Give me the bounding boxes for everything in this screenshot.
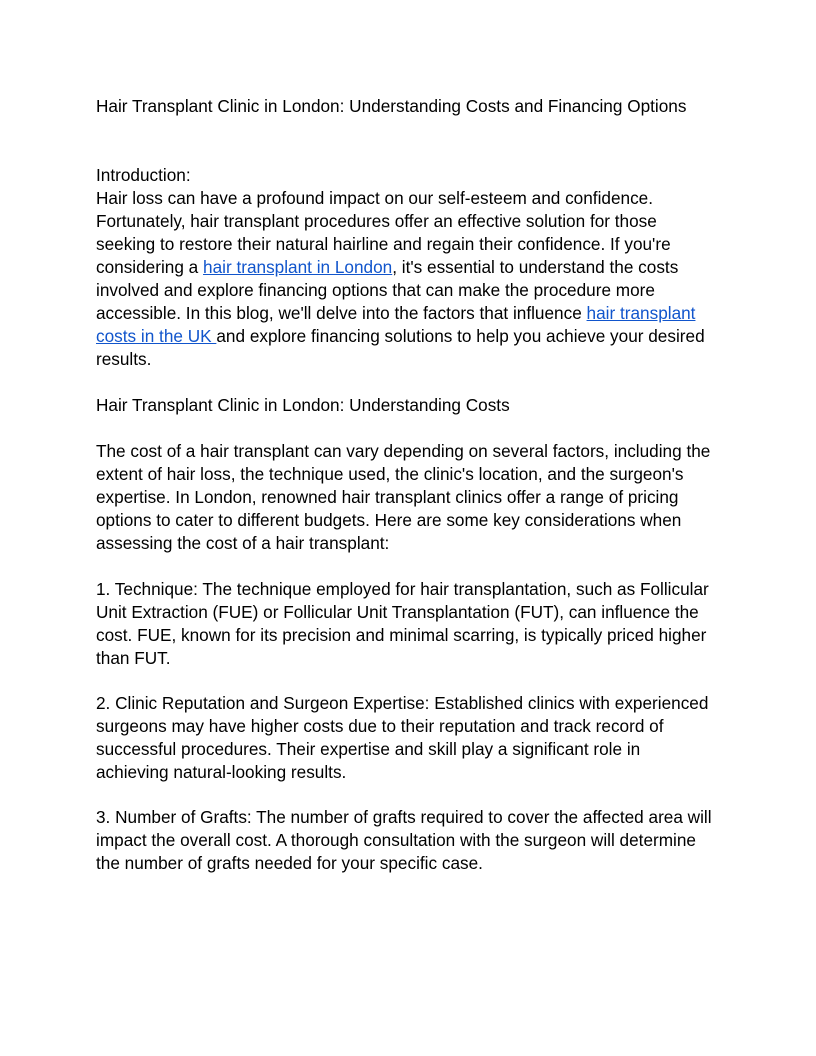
text-segment: considering a [96, 257, 204, 277]
text-lines [96, 187, 705, 371]
text-line [96, 647, 709, 670]
text-segment: impact the overall cost. A thorough consultation with the surgeon will determine [96, 830, 696, 850]
paragraph-cost-factors [96, 440, 710, 555]
text-line [96, 210, 705, 233]
text-line [96, 806, 712, 829]
hyperlink[interactable]: hair transplant [586, 303, 696, 323]
text-line [96, 325, 705, 348]
hyperlink[interactable]: costs in the UK [96, 326, 217, 346]
hyperlink[interactable]: hair transplant in London [203, 257, 393, 277]
text-segment: seeking to restore their natural hairline and regain their confidence. If you're [96, 234, 671, 254]
text-segment: results. [96, 349, 152, 369]
text-segment: extent of hair loss, the technique used, the clinic's location, and the surgeon's [96, 464, 684, 484]
text-segment: achieving natural-looking results. [96, 762, 347, 782]
text-line [96, 738, 708, 761]
text-segment: 2. Clinic Reputation and Surgeon Expertise: Established clinics with experienced [96, 693, 709, 713]
text-segment: expertise. In London, renowned hair transplant clinics offer a range of pricing [96, 487, 679, 507]
text-segment: cost. FUE, known for its precision and minimal scarring, is typically priced higher [96, 625, 707, 645]
text-line [96, 440, 710, 463]
text-line [96, 348, 705, 371]
text-segment: Unit Extraction (FUE) or Follicular Unit Transplantation (FUT), can influence the [96, 602, 699, 622]
text-segment: than FUT. [96, 648, 171, 668]
text-line [96, 578, 709, 601]
text-lines [96, 806, 712, 875]
text-line [96, 829, 712, 852]
text-segment: successful procedures. Their expertise and skill play a significant role in [96, 739, 641, 759]
text-line [96, 601, 709, 624]
text-segment: options to cater to different budgets. Here are some key considerations when [96, 510, 682, 530]
text-segment: the number of grafts needed for your specific case. [96, 853, 483, 873]
text-segment: assessing the cost of a hair transplant: [96, 533, 390, 553]
text-line [96, 852, 712, 875]
text-line [96, 187, 705, 210]
text-line [96, 279, 705, 302]
text-segment: involved and explore financing options that can make the procedure more [96, 280, 655, 300]
document-title: Hair Transplant Clinic in London: Understanding Costs and Financing Options [96, 96, 687, 116]
text-lines [96, 578, 709, 670]
text-line [96, 692, 708, 715]
text-segment: 3. Number of Grafts: The number of grafts required to cover the affected area will [96, 807, 712, 827]
paragraph-technique [96, 578, 709, 670]
text-segment: The cost of a hair transplant can vary depending on several factors, including the [96, 441, 711, 461]
paragraph-clinic-reputation [96, 692, 708, 784]
introduction-section [96, 164, 705, 371]
text-line [96, 256, 705, 279]
text-line [96, 463, 710, 486]
paragraph-number-of-grafts [96, 806, 712, 875]
text-segment: surgeons may have higher costs due to their reputation and track record of [96, 716, 664, 736]
text-segment: , it's essential to understand the costs [392, 257, 679, 277]
text-line [96, 486, 710, 509]
text-line [96, 509, 710, 532]
text-lines [96, 440, 710, 555]
text-line [96, 532, 710, 555]
introduction-label: Introduction: [96, 165, 191, 185]
text-segment: Hair loss can have a profound impact on our self-esteem and confidence. [96, 188, 653, 208]
text-line [96, 624, 709, 647]
text-segment: Fortunately, hair transplant procedures offer an effective solution for those [96, 211, 657, 231]
text-line [96, 233, 705, 256]
text-segment: accessible. In this blog, we'll delve into the factors that influence [96, 303, 587, 323]
section-heading: Hair Transplant Clinic in London: Understanding Costs [96, 395, 510, 415]
text-lines [96, 692, 708, 784]
text-segment: and explore financing solutions to help you achieve your desired [216, 326, 705, 346]
text-line [96, 761, 708, 784]
text-line [96, 302, 705, 325]
text-line [96, 715, 708, 738]
text-segment: 1. Technique: The technique employed for hair transplantation, such as Follicular [96, 579, 709, 599]
